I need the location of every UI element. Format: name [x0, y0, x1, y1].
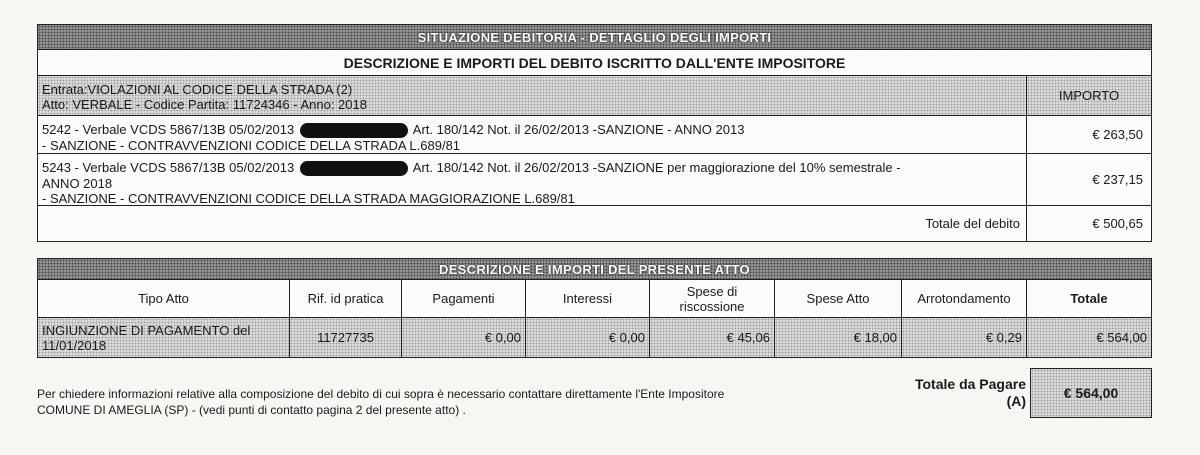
debt-row — [37, 154, 1027, 206]
verbale-ref: 5243 - Verbale VCDS 5867/13B 05/02/2013 — [42, 160, 295, 175]
debt-row — [37, 116, 1027, 154]
debt-row-year: ANNO 2018 — [42, 176, 113, 192]
debt-row-line — [42, 160, 1022, 176]
article-ref: Art. 180/142 Not. il 26/02/2013 -SANZIONE per maggiorazione del 10% semestrale - — [412, 160, 901, 175]
debt-row-subline: - SANZIONE - CONTRAVVENZIONI CODICE DELLA STRADA MAGGIORAZIONE L.689/81 — [42, 191, 575, 207]
total-to-pay-label — [880, 376, 1026, 410]
cell-tipo-atto: INGIUNZIONE DI PAGAMENTO del 11/01/2018 — [37, 318, 290, 358]
debt-detail-section — [37, 24, 1152, 256]
importo-header: IMPORTO — [1027, 76, 1152, 116]
cell-pagamenti: € 0,00 — [402, 318, 526, 358]
contact-note-entity: COMUNE DI AMEGLIA (SP) - (vedi punti di contatto pagina 2 del presente atto) . — [37, 403, 466, 417]
total-to-pay-label-suffix: (A) — [1006, 393, 1026, 409]
col-header-totale: Totale — [1027, 280, 1152, 318]
atto-line: Atto: VERBALE - Codice Partita: 11724346 - Anno: 2018 — [42, 97, 367, 112]
total-to-pay-amount: € 564,00 — [1030, 368, 1152, 418]
article-ref: Art. 180/142 Not. il 26/02/2013 -SANZIONE - ANNO 2013 — [412, 122, 745, 137]
cell-arrotondamento: € 0,29 — [902, 318, 1027, 358]
verbale-ref: 5242 - Verbale VCDS 5867/13B 05/02/2013 — [42, 122, 295, 137]
total-to-pay-label-text: Totale da Pagare — [914, 376, 1026, 392]
col-header-spese-riscossione: Spese di riscossione — [650, 280, 775, 318]
total-debt-amount: € 500,65 — [1027, 206, 1152, 242]
col-header-spese-atto: Spese Atto — [775, 280, 902, 318]
debt-row-subline: - SANZIONE - CONTRAVVENZIONI CODICE DELLA STRADA L.689/81 — [42, 138, 461, 154]
debt-row-amount: € 237,15 — [1027, 154, 1152, 206]
debt-description-heading: DESCRIZIONE E IMPORTI DEL DEBITO ISCRITTO DALL'ENTE IMPOSITORE — [37, 50, 1152, 76]
entrata-header — [37, 76, 1027, 116]
col-header-arrotondamento: Arrotondamento — [902, 280, 1027, 318]
cell-totale: € 564,00 — [1027, 318, 1152, 358]
section-title-bar — [37, 258, 1152, 280]
act-detail-section — [37, 258, 1152, 358]
redacted-name — [300, 123, 408, 138]
cell-rif: 11727735 — [290, 318, 402, 358]
col-header-tipo-atto: Tipo Atto — [37, 280, 290, 318]
cell-interessi: € 0,00 — [526, 318, 650, 358]
cell-spese-atto: € 18,00 — [775, 318, 902, 358]
section-title-bar — [37, 24, 1152, 50]
entrata-line: Entrata:VIOLAZIONI AL CODICE DELLA STRADA (2) — [42, 82, 353, 97]
section-title: SITUAZIONE DEBITORIA - DETTAGLIO DEGLI IMPORTI — [417, 29, 772, 45]
cell-spese-riscossione: € 45,06 — [650, 318, 775, 358]
contact-note — [37, 386, 877, 418]
total-debt-label: Totale del debito — [37, 206, 1027, 242]
section-title: DESCRIZIONE E IMPORTI DEL PRESENTE ATTO — [439, 261, 750, 277]
contact-note-line: Per chiedere informazioni relative alla composizione del debito di cui sopra è necessario contattare direttamente l'Ente Impositore — [37, 387, 725, 401]
debt-row-amount: € 263,50 — [1027, 116, 1152, 154]
col-header-pagamenti: Pagamenti — [402, 280, 526, 318]
col-header-rif: Rif. id pratica — [290, 280, 402, 318]
redacted-name — [300, 161, 408, 176]
col-header-interessi: Interessi — [526, 280, 650, 318]
debt-row-line — [42, 122, 1022, 138]
